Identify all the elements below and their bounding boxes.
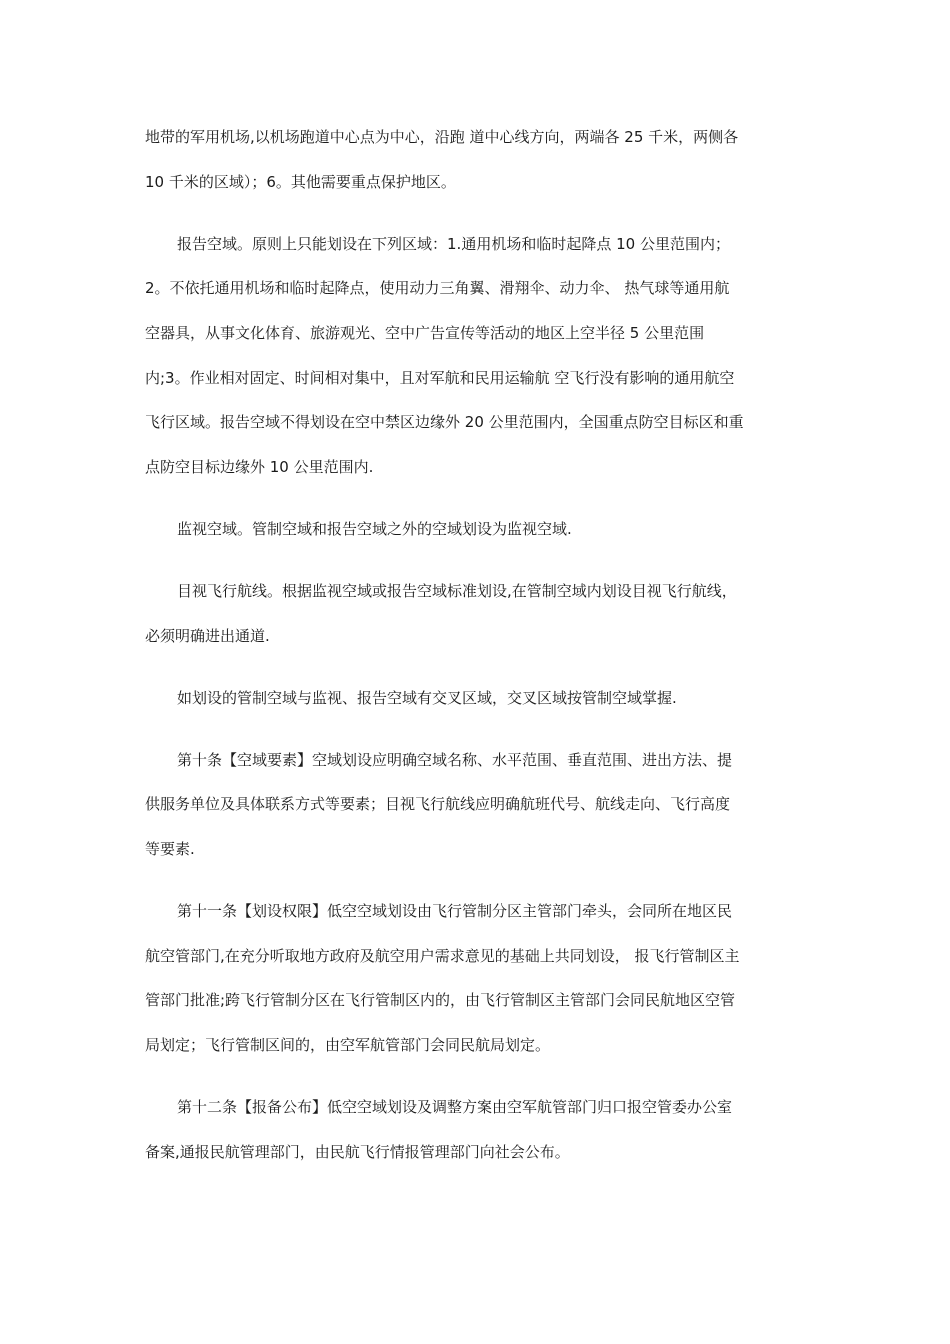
text-line: 10 千米的区域）；6。其他需要重点保护地区。: [145, 173, 456, 191]
text-line: 航空管部门,在充分听取地方政府及航空用户需求意见的基础上共同划设， 报飞行管制区主: [145, 947, 740, 965]
text-line: 备案,通报民航管理部门，由民航飞行情报管理部门向社会公布。: [145, 1143, 570, 1161]
paragraph-first-line: 如划设的管制空域与监视、报告空域有交叉区域，交叉区域按管制空域掌握.: [177, 689, 677, 707]
text-line: 空器具，从事文化体育、旅游观光、空中广告宣传等活动的地区上空半径 5 公里范围: [145, 324, 705, 342]
paragraph-first-line: 报告空域。原则上只能划设在下列区域：1.通用机场和临时起降点 10 公里范围内；: [177, 235, 730, 253]
text-line: 内;3。作业相对固定、时间相对集中，且对军航和民用运输航 空飞行没有影响的通用航空: [145, 369, 735, 387]
text-line: 等要素.: [145, 840, 195, 858]
text-line: 必须明确进出通道.: [145, 627, 270, 645]
paragraph-first-line: 第十一条【划设权限】低空空域划设由飞行管制分区主管部门牵头，会同所在地区民: [177, 902, 733, 920]
paragraph-first-line: 第十条【空域要素】空域划设应明确空域名称、水平范围、垂直范围、进出方法、提: [177, 751, 733, 769]
text-line: 供服务单位及具体联系方式等要素；目视飞行航线应明确航班代号、航线走向、飞行高度: [145, 795, 731, 813]
paragraph-first-line: 监视空域。管制空域和报告空域之外的空域划设为监视空域.: [177, 520, 572, 538]
text-line: 2。不依托通用机场和临时起降点，使用动力三角翼、滑翔伞、动力伞、 热气球等通用航: [145, 279, 730, 297]
paragraph-first-line: 目视飞行航线。根据监视空域或报告空域标准划设,在管制空域内划设目视飞行航线，: [177, 582, 737, 600]
text-line: 飞行区域。报告空域不得划设在空中禁区边缘外 20 公里范围内，全国重点防空目标区和重: [145, 413, 744, 431]
text-line: 点防空目标边缘外 10 公里范围内.: [145, 458, 374, 476]
text-line: 地带的军用机场,以机场跑道中心点为中心，沿跑 道中心线方向，两端各 25 千米，两侧各: [145, 128, 739, 146]
text-line: 管部门批准;跨飞行管制分区在飞行管制区内的，由飞行管制区主管部门会同民航地区空管: [145, 991, 736, 1009]
text-line: 局划定；飞行管制区间的，由空军航管部门会同民航局划定。: [145, 1036, 551, 1054]
paragraph-first-line: 第十二条【报备公布】低空空域划设及调整方案由空军航管部门归口报空管委办公室: [177, 1098, 733, 1116]
